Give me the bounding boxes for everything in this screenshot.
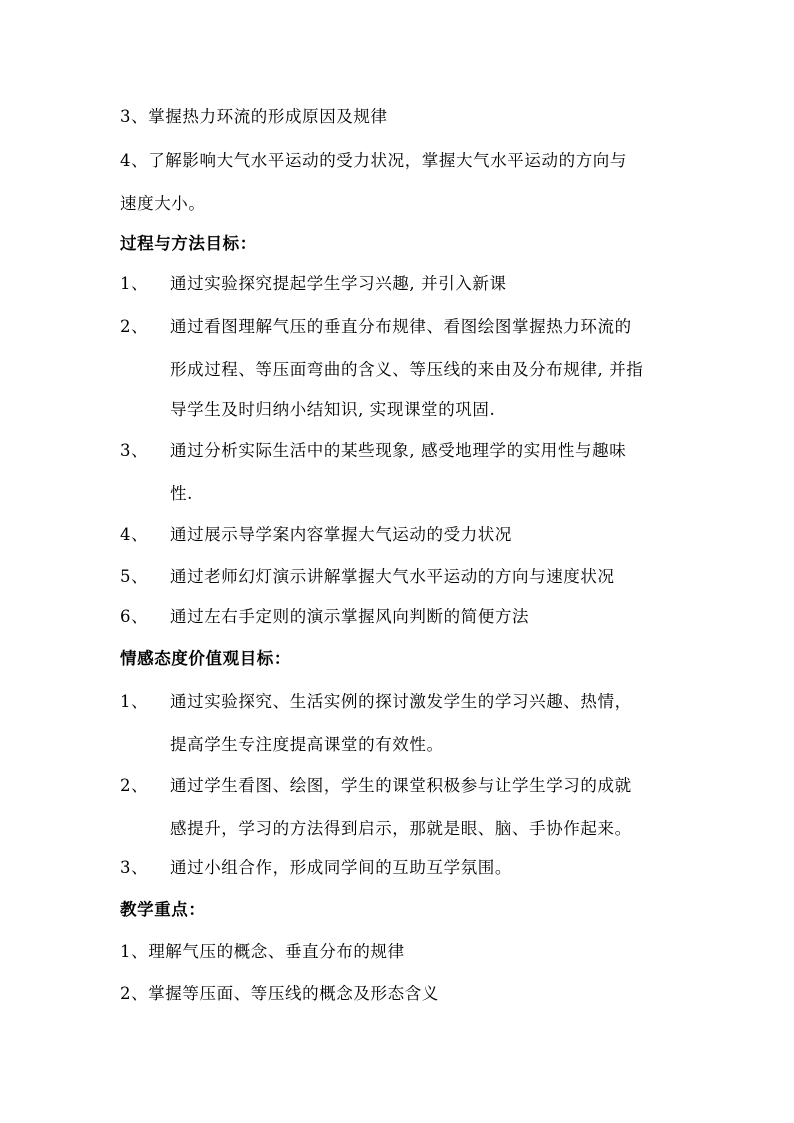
list-number: 1、	[120, 692, 149, 711]
list-text: 通过左右手定则的演示掌握风向判断的简便方法	[170, 607, 530, 626]
key-point-1: 1、理解气压的概念、垂直分布的规律	[120, 942, 405, 961]
list-number: 6、	[120, 607, 149, 626]
list-text: 通过看图理解气压的垂直分布规律、看图绘图掌握热力环流的	[170, 317, 632, 336]
list-number: 3、	[120, 858, 149, 877]
process-goals-heading: 过程与方法目标：	[120, 234, 257, 253]
list-text: 通过实验探究提起学生学习兴趣, 并引入新课	[170, 274, 507, 293]
list-text: 通过小组合作，形成同学间的互助互学氛围。	[170, 858, 512, 877]
list-text: 感提升，学习的方法得到启示，那就是眼、脑、手协作起来。	[170, 819, 632, 838]
key-point-2: 2、掌握等压面、等压线的概念及形态含义	[120, 984, 439, 1003]
attitude-goals-heading: 情感态度价值观目标：	[120, 649, 291, 668]
knowledge-goal-4-line1: 4、了解影响大气水平运动的受力状况，掌握大气水平运动的方向与	[120, 151, 627, 170]
list-text: 形成过程、等压面弯曲的含义、等压线的来由及分布规律, 并指	[170, 360, 644, 379]
list-text: 通过展示导学案内容掌握大气运动的受力状况	[170, 525, 512, 544]
list-text: 性.	[170, 484, 193, 503]
list-number: 2、	[120, 317, 149, 336]
list-text: 通过分析实际生活中的某些现象, 感受地理学的实用性与趣味	[170, 441, 627, 460]
list-text: 提高学生专注度提高课堂的有效性。	[170, 735, 444, 754]
knowledge-goal-4-line2: 速度大小。	[120, 194, 206, 213]
list-text: 导学生及时归纳小结知识, 实现课堂的巩固.	[170, 400, 496, 419]
knowledge-goal-3: 3、掌握热力环流的形成原因及规律	[120, 107, 388, 126]
list-text: 通过老师幻灯演示讲解掌握大气水平运动的方向与速度状况	[170, 567, 615, 586]
list-text: 通过学生看图、绘图，学生的课堂积极参与让学生学习的成就	[170, 776, 632, 795]
list-number: 5、	[120, 567, 149, 586]
list-number: 2、	[120, 776, 149, 795]
list-text: 通过实验探究、生活实例的探讨激发学生的学习兴趣、热情，	[170, 692, 632, 711]
list-number: 3、	[120, 441, 149, 460]
list-number: 4、	[120, 525, 149, 544]
list-number: 1、	[120, 274, 149, 293]
key-points-heading: 教学重点：	[120, 900, 206, 919]
